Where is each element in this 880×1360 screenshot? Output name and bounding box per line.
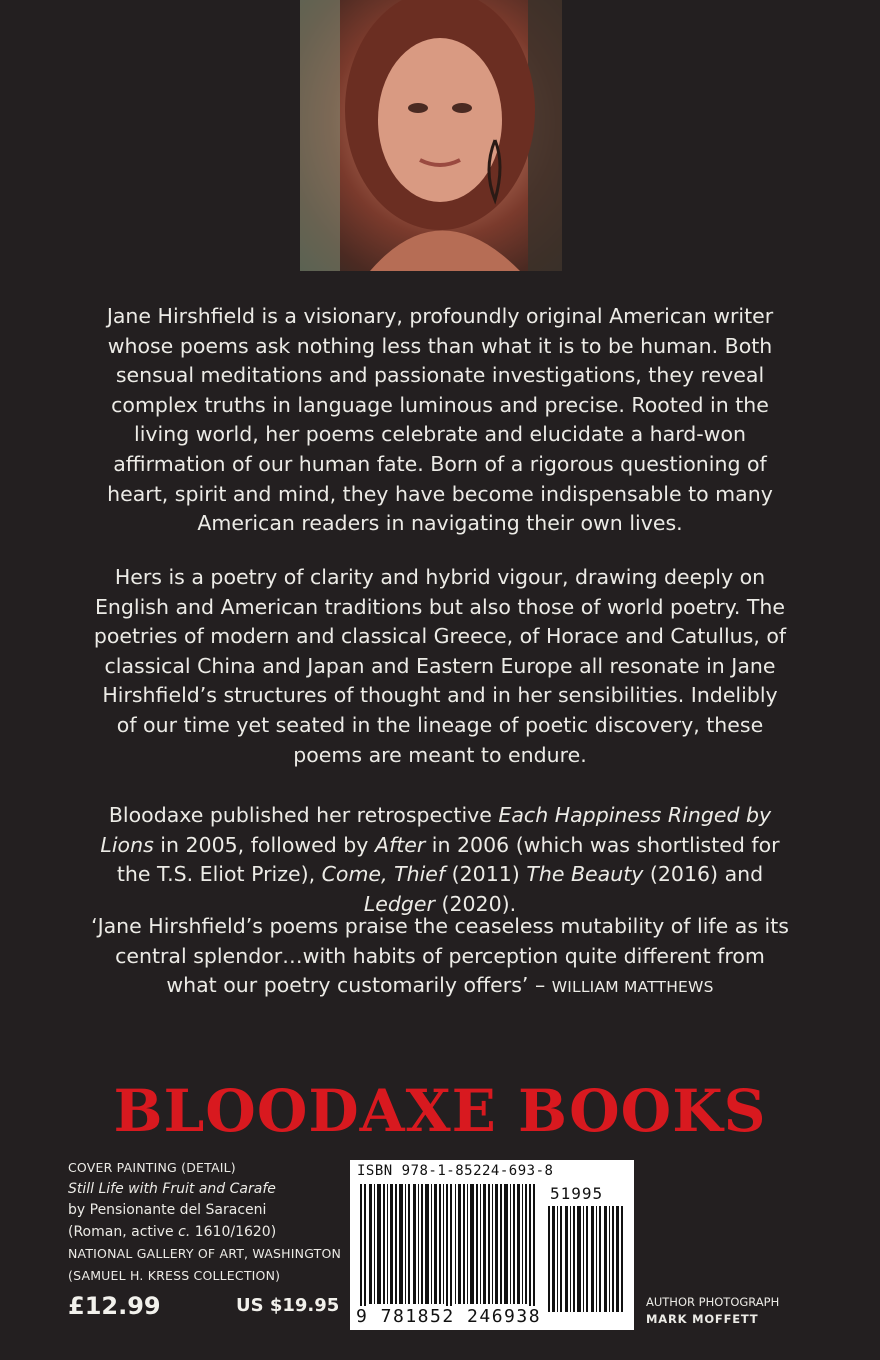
collection-name: (SAMUEL H. KRESS COLLECTION) <box>68 1267 281 1283</box>
book-title-the-beauty: The Beauty <box>526 862 644 887</box>
text-segment: in 2006 (which was shortlisted for the T.S. Eliot Prize), <box>116 832 780 887</box>
text-segment: 1610/1620) <box>190 1223 277 1240</box>
text-segment: (Roman, active <box>68 1223 179 1240</box>
text-segment: (2020). <box>434 891 517 916</box>
barcode-icon <box>358 1184 628 1314</box>
photo-credit-label: AUTHOR PHOTOGRAPH <box>646 1295 780 1309</box>
blurb-paragraph-2: Hers is a poetry of clarity and hybrid vigour, drawing deeply on English and American traditions but also those of world poetry. The poetries of modern and classical Greece, of Horace and Catullus, of classical China and Japan and Eastern Europe all resonate in Jane Hirshfield’s structures of thought and in her sensibilities. Indelibly of our time yet seated in the lineage of poetic discovery, these poems are meant to endure. <box>93 565 787 767</box>
blurb-paragraph-1: Jane Hirshfield is a visionary, profoundly original American writer whose poems ask nothing less than what it is to be human. Both sensual meditations and passionate investigations, they reveal complex truths in language luminous and precise. Rooted in the living world, her poems celebrate and elucidate a hard-won affirmation of our human fate. Born of a rigorous questioning of heart, spirit and mind, they have become indispensable to many American readers in navigating their own lives. <box>106 304 774 536</box>
photographer-name: MARK MOFFETT <box>646 1312 759 1326</box>
price-uk: £12.99 <box>68 1292 161 1320</box>
barcode-ean-number: 9 781852 246938 <box>356 1306 542 1327</box>
isbn-text: ISBN 978-1-85224-693-8 <box>357 1163 554 1179</box>
author-portrait-illustration <box>300 0 562 271</box>
cover-credit <box>68 1157 358 1286</box>
circa-text: c. <box>178 1223 191 1240</box>
quote-text: ‘Jane Hirshfield’s poems praise the ceaseless mutability of life as its central splendor…with habits of perception quite different from what our poetry customarily offers’ – <box>91 914 789 998</box>
barcode-addon-number: 51995 <box>550 1184 604 1203</box>
author-photo <box>300 0 562 271</box>
painter-name: by Pensionante del Saraceni <box>68 1202 267 1218</box>
photo-credit <box>646 1294 779 1328</box>
review-quote <box>90 912 790 1003</box>
cover-credit-heading: COVER PAINTING (DETAIL) <box>68 1160 236 1175</box>
barcode-panel <box>350 1160 634 1330</box>
book-title-come-thief: Come, Thief <box>321 862 446 887</box>
publisher-logo: BLOODAXE BOOKS <box>113 1077 767 1145</box>
text-segment: (2016) and <box>643 862 764 887</box>
quote-attribution: WILLIAM MATTHEWS <box>551 978 714 997</box>
book-title-each-happiness: Each Happiness Ringed by Lions <box>100 803 772 857</box>
painting-title <box>68 1179 358 1201</box>
gallery-name: NATIONAL GALLERY OF ART, WASHINGTON <box>68 1246 342 1261</box>
text-segment: (2011) <box>445 862 527 887</box>
text-segment: Bloodaxe published her retrospective <box>108 803 499 827</box>
book-title-after: After <box>374 832 426 857</box>
book-title-ledger: Ledger <box>363 891 435 916</box>
price-us: US $19.95 <box>236 1295 340 1316</box>
text-segment: in 2005, followed by <box>153 832 375 857</box>
blurb-paragraph-3 <box>90 801 790 919</box>
painter-dates <box>68 1222 358 1244</box>
painting-title-text: Still Life with Fruit and Carafe <box>68 1180 276 1197</box>
